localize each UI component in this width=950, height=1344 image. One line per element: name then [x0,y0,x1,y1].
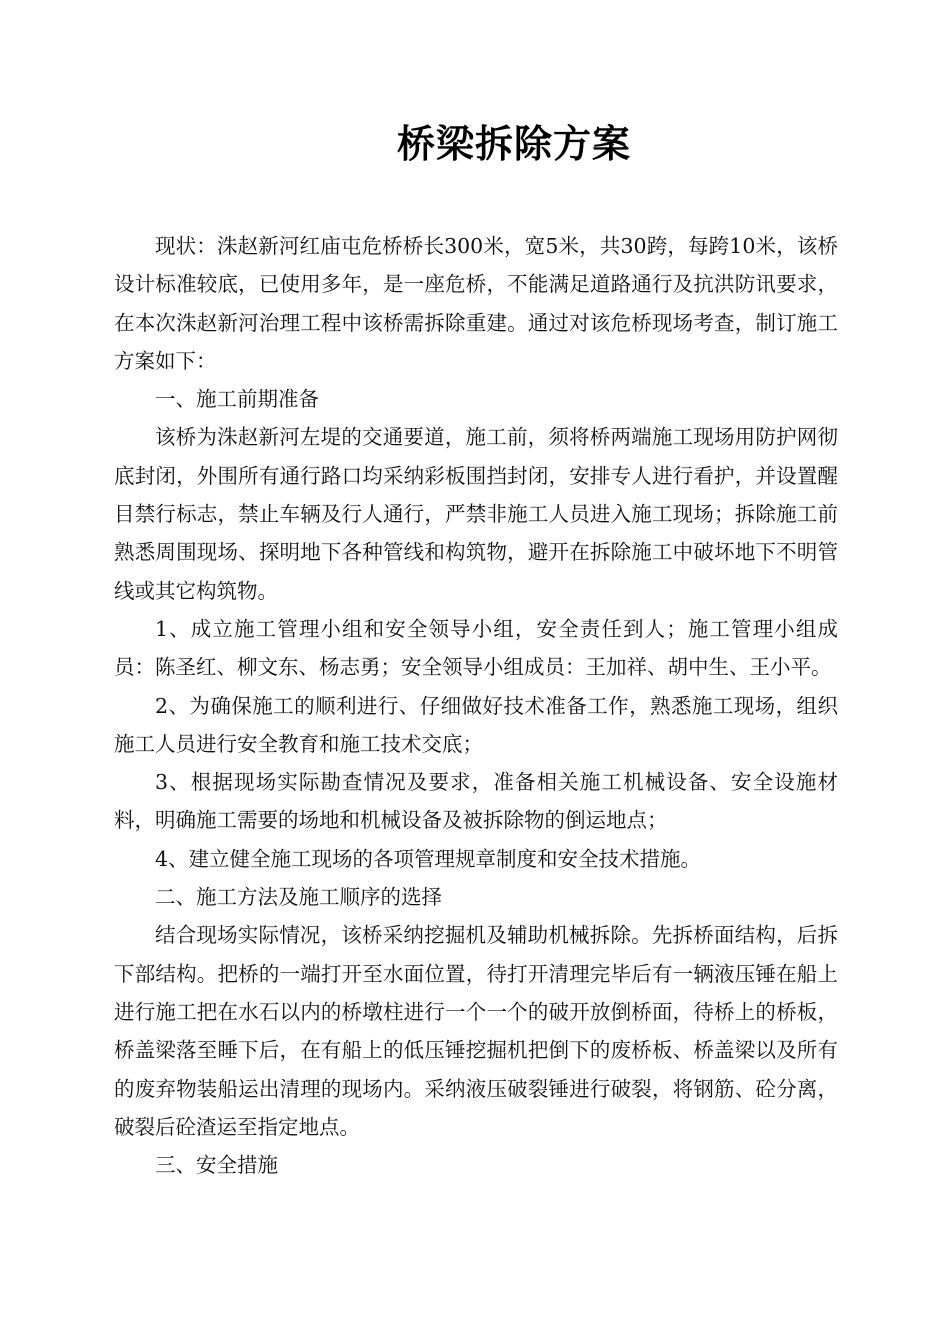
paragraph-item-3: 3、根据现场实际勘查情况及要求，准备相关施工机械设备、安全设施材料，明确施工需要的场地和机械设备及被拆除物的倒运地点； [114,770,838,833]
document-title: 桥梁拆除方案 [396,121,631,166]
document-body [114,227,838,1184]
section-heading-safety: 三、安全措施 [155,1153,278,1178]
paragraph-item-1: 1、成立施工管理小组和安全领导小组，安全责任到人；施工管理小组成员：陈圣红、柳文东、杨志勇；安全领导小组成员：王加祥、胡中生、王小平。 [114,616,838,680]
paragraph-item-4: 4、建立健全施工现场的各项管理规章制度和安全技术措施。 [155,846,702,871]
paragraph-status: 现状：洙赵新河红庙屯危桥桥长300米，宽5米，共30跨，每跨10米，该桥设计标准较底，已使用多年，是一座危桥，不能满足道路通行及抗洪防讯要求，在本次洙赵新河治理工程中该桥需拆除重建。通过对该危桥现场考查，制订施工方案如下： [114,234,838,373]
paragraph-method: 结合现场实际情况，该桥采纳挖掘机及辅助机械拆除。先拆桥面结构，后拆下部结构。把桥的一端打开至水面位置，待打开清理完毕后有一辆液压锤在船上进行施工把在水石以内的桥墩柱进行一个一个的破开放倒桥面，待桥上的桥板，桥盖梁落至睡下后，在有船上的低压锤挖掘机把倒下的废桥板、桥盖梁以及所有的废弃物装船运出清理的现场内。采纳液压破裂锤进行破裂，将钢筋、砼分离，破裂后砼渣运至指定地点。 [114,923,838,1139]
section-heading-preparation: 一、施工前期准备 [155,387,319,412]
paragraph-site-closure: 该桥为洙赵新河左堤的交通要道，施工前，须将桥两端施工现场用防护网彻底封闭，外围所有通行路口均采纳彩板围挡封闭，安排专人进行看护，并设置醒目禁行标志，禁止车辆及行人通行，严禁非施工人员进入施工现场；拆除施工前熟悉周围现场、探明地下各种管线和构筑物，避开在拆除施工中破坏地下不明管线或其它构筑物。 [114,425,838,603]
section-heading-method: 二、施工方法及施工顺序的选择 [155,885,442,910]
paragraph-item-2: 2、为确保施工的顺利进行、仔细做好技术准备工作，熟悉施工现场，组织施工人员进行安全教育和施工技术交底； [114,693,838,756]
